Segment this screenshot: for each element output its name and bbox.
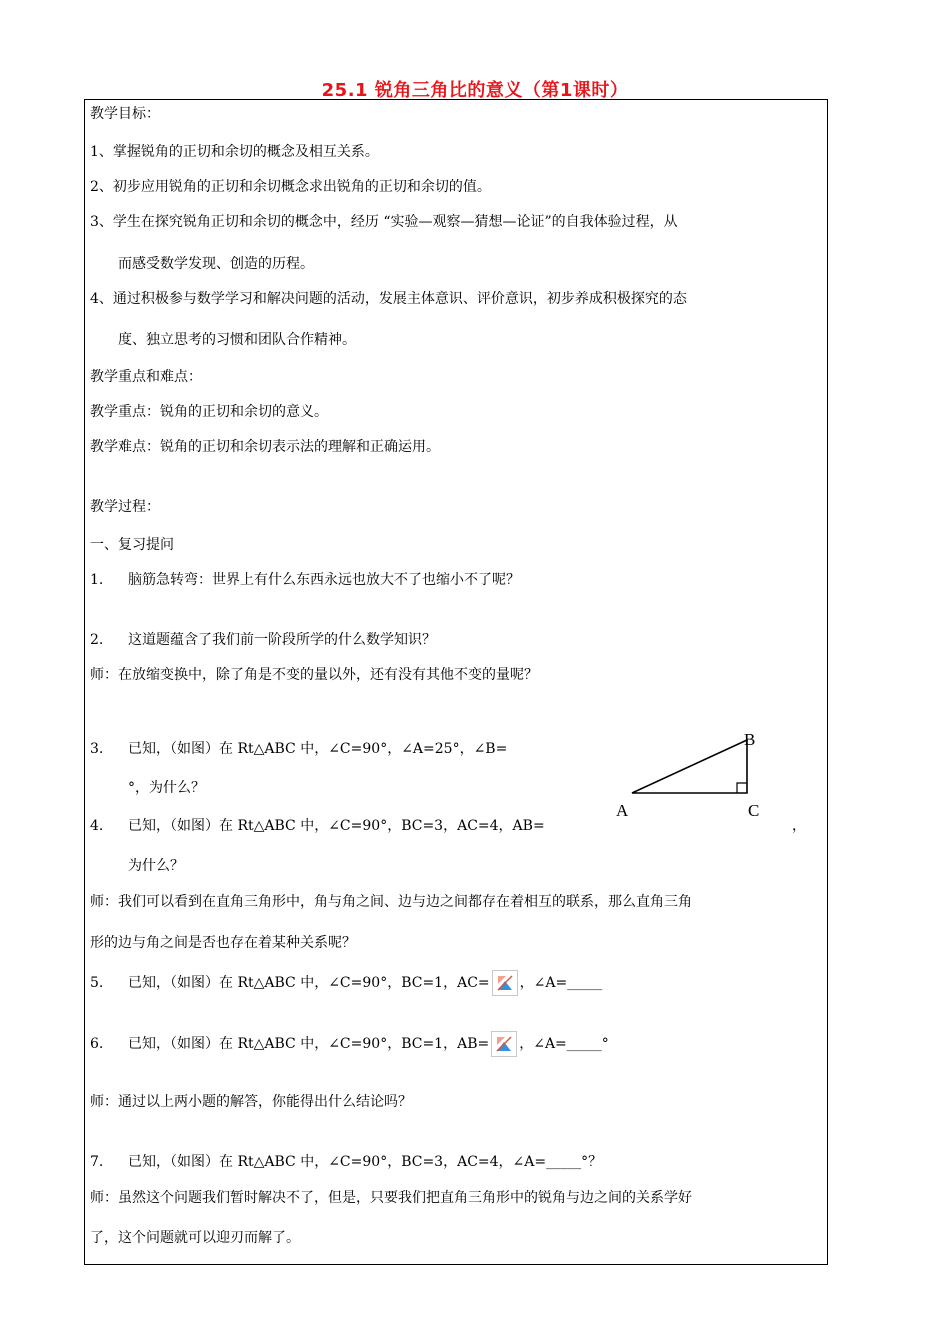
teacher-note-3: 师：通过以上两小题的解答，你能得出什么结论吗？ bbox=[90, 1094, 412, 1110]
question-number: 6. bbox=[90, 1036, 104, 1052]
vertex-c-label: C bbox=[748, 801, 760, 820]
goal-line-2: 2、初步应用锐角的正切和余切概念求出锐角的正切和余切的值。 bbox=[90, 179, 491, 195]
broken-image-icon bbox=[491, 1031, 517, 1057]
question-number: 5. bbox=[90, 975, 104, 991]
question-number: 2. bbox=[90, 632, 104, 648]
focus-difficulty: 教学难点：锐角的正切和余切表示法的理解和正确运用。 bbox=[90, 439, 440, 455]
answer-blank: _____ bbox=[567, 975, 603, 991]
question-3: 3. 已知，（如图）在 Rt△ABC 中，∠C=90°，∠A=25°，∠B= bbox=[90, 741, 508, 757]
question-7: 7. 已知，（如图）在 Rt△ABC 中，∠C=90°，BC=3，AC=4，∠A=_____°？ bbox=[90, 1154, 603, 1170]
section-review: 一、复习提问 bbox=[90, 537, 174, 553]
question-6: 6. 已知，（如图）在 Rt△ABC 中，∠C=90°，BC=1，AB= ，∠A=_____° bbox=[90, 1031, 609, 1057]
teacher-note-2: 师：我们可以看到在直角三角形中，角与角之间、边与边之间都存在着相互的联系，那么直角三角 bbox=[90, 894, 692, 910]
goals-heading: 教学目标： bbox=[90, 106, 160, 122]
teacher-note-4-cont: 了，这个问题就可以迎刃而解了。 bbox=[90, 1230, 300, 1246]
question-number: 3. bbox=[90, 741, 104, 757]
focus-key: 教学重点：锐角的正切和余切的意义。 bbox=[90, 404, 328, 420]
goal-line-3: 3、学生在探究锐角正切和余切的概念中，经历 “实验—观察—猜想—论证”的自我体验过程，从 bbox=[90, 214, 678, 230]
answer-blank: _____ bbox=[546, 1154, 582, 1170]
goal-line-1: 1、掌握锐角的正切和余切的概念及相互关系。 bbox=[90, 144, 379, 160]
question-3-cont: °，为什么？ bbox=[128, 780, 205, 796]
question-4-comma: ， bbox=[792, 818, 806, 834]
right-angle-mark bbox=[737, 783, 747, 793]
vertex-b-label: B bbox=[744, 730, 756, 749]
answer-blank: _____ bbox=[566, 1036, 602, 1052]
question-number: 4. bbox=[90, 818, 104, 834]
question-2: 2. 这道题蕴含了我们前一阶段所学的什么数学知识？ bbox=[90, 632, 436, 648]
goal-line-4: 4、通过积极参与数学学习和解决问题的活动，发展主体意识、评价意识，初步养成积极探究的态 bbox=[90, 291, 687, 307]
right-triangle-figure bbox=[612, 728, 782, 828]
question-1: 1. 脑筋急转弯：世界上有什么东西永远也放大不了也缩小不了呢？ bbox=[90, 572, 520, 588]
teacher-note-2-cont: 形的边与角之间是否也存在着某种关系呢？ bbox=[90, 935, 356, 951]
teacher-note-1: 师：在放缩变换中，除了角是不变的量以外，还有没有其他不变的量呢？ bbox=[90, 667, 538, 683]
process-heading: 教学过程： bbox=[90, 499, 160, 515]
vertex-a-label: A bbox=[616, 801, 629, 820]
question-4-cont: 为什么？ bbox=[128, 858, 184, 874]
question-4: 4. 已知，（如图）在 Rt△ABC 中，∠C=90°，BC=3，AC=4，AB= bbox=[90, 818, 545, 834]
teacher-note-4: 师：虽然这个问题我们暂时解决不了，但是，只要我们把直角三角形中的锐角与边之间的关系学好 bbox=[90, 1190, 692, 1206]
question-5: 5. 已知，（如图）在 Rt△ABC 中，∠C=90°，BC=1，AC= ，∠A=_____ bbox=[90, 970, 602, 996]
goal-line-4-cont: 度、独立思考的习惯和团队合作精神。 bbox=[118, 332, 356, 348]
focus-heading: 教学重点和难点： bbox=[90, 369, 202, 385]
triangle-abc bbox=[632, 740, 747, 793]
page-title: 25.1 锐角三角比的意义（第1课时） bbox=[321, 80, 629, 101]
question-number: 7. bbox=[90, 1154, 104, 1170]
question-number: 1. bbox=[90, 572, 104, 588]
broken-image-icon bbox=[492, 970, 518, 996]
goal-line-3-cont: 而感受数学发现、创造的历程。 bbox=[118, 256, 314, 272]
